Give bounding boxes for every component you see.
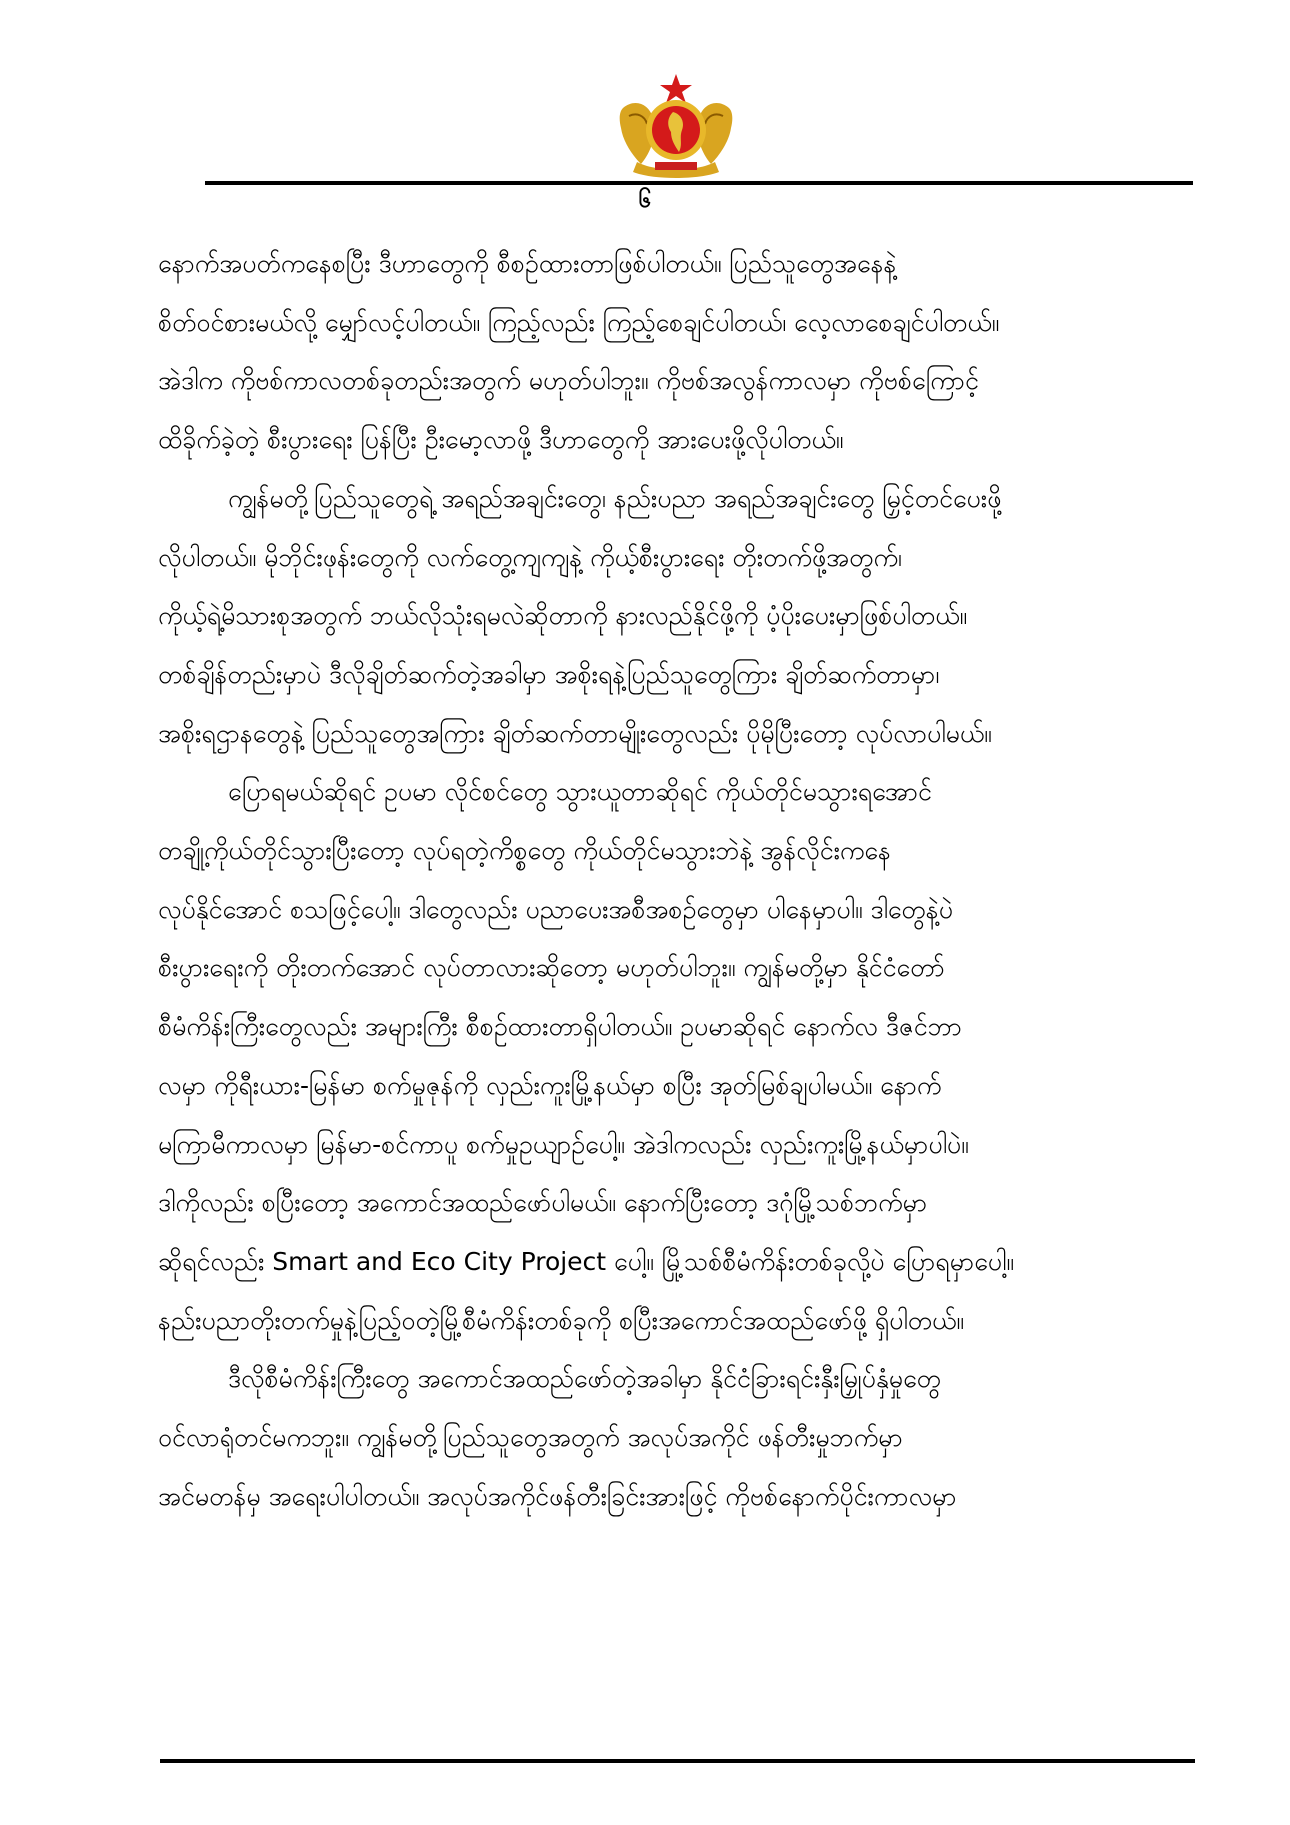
document-body xyxy=(158,235,1193,1526)
paragraph-1 xyxy=(158,235,1193,470)
paragraph-2 xyxy=(158,470,1193,764)
text-line: လိုပါတယ်။ မိုဘိုင်းဖုန်းတွေကို လက်တွေ့ကျကျနဲ့ ကိုယ့်စီးပွားရေး တိုးတက်ဖို့အတွက်၊ xyxy=(158,542,902,572)
text-line: အစိုးရဌာနတွေနဲ့ ပြည်သူတွေအကြား ချိတ်ဆက်တာမျိုးတွေလည်း ပိုမိုပြီးတော့ လုပ်လာပါမယ်။ xyxy=(158,718,992,748)
text-line: နည်းပညာတိုးတက်မှုနဲ့ပြည့်ဝတဲ့မြို့စီမံကိန်းတစ်ခုကို စပြီးအကောင်အထည်ဖော်ဖို့ ရှိပါတယ်။ xyxy=(158,1305,964,1335)
text-line: ကိုယ့်ရဲ့မိသားစုအတွက် ဘယ်လိုသုံးရမလဲဆိုတာကို နားလည်နိုင်ဖို့ကို ပံ့ပိုးပေးမှာဖြစ်ပါတယ်။ xyxy=(158,601,968,631)
text-line: လမှာ ကိုရီးယား-မြန်မာ စက်မှုဇုန်ကို လှည်းကူးမြို့နယ်မှာ စပြီး အုတ်မြစ်ချပါမယ်။ နောက် xyxy=(158,1070,942,1100)
text-line: ဝင်လာရုံတင်မကဘူး။ ကျွန်မတို့ပြည်သူတွေအတွက် အလုပ်အကိုင် ဖန်တီးမှုဘက်မှာ xyxy=(158,1423,903,1453)
text-line: ကျွန်မတို့ပြည်သူတွေရဲ့ အရည်အချင်းတွေ၊ နည်းပညာ အရည်အချင်းတွေ မြှင့်တင်ပေးဖို့ xyxy=(228,483,1002,513)
text-line: ထိခိုက်ခဲ့တဲ့ စီးပွားရေး ပြန်ပြီး ဦးမော့လာဖို့ ဒီဟာတွေကို အားပေးဖို့လိုပါတယ်။ xyxy=(158,425,844,455)
text-line: ဒါကိုလည်း စပြီးတော့ အကောင်အထည်ဖော်ပါမယ်။ နောက်ပြီးတော့ ဒဂုံမြို့သစ်ဘက်မှာ xyxy=(158,1188,928,1218)
state-emblem-icon xyxy=(615,72,737,180)
paragraph-3 xyxy=(158,763,1193,1350)
text-line: ဒီလိုစီမံကိန်းကြီးတွေ အကောင်အထည်ဖော်တဲ့အခါမှာ နိုင်ငံခြားရင်းနှီးမြှုပ်နှံမှုတွေ xyxy=(228,1364,941,1394)
text-line: လုပ်နိုင်အောင် စသဖြင့်ပေါ့။ ဒါတွေလည်း ပညာပေးအစီအစဉ်တွေမှာ ပါနေမှာပါ။ ဒါတွေနဲ့ပဲ xyxy=(158,894,953,924)
text-line: မကြာမီကာလမှာ မြန်မာ-စင်ကာပူ စက်မှုဥယျာဉ်ပေါ့။ အဲဒါကလည်း လှည်းကူးမြို့နယ်မှာပါပဲ။ xyxy=(158,1129,969,1159)
footer-divider xyxy=(160,1759,1195,1763)
text-line: စီမံကိန်းကြီးတွေလည်း အများကြီး စီစဉ်ထားတာရှိပါတယ်။ ဥပမာဆိုရင် နောက်လ ဒီဇင်ဘာ xyxy=(158,1012,962,1042)
text-line: စီးပွားရေးကို တိုးတက်အောင် လုပ်တာလားဆိုတော့ မဟုတ်ပါဘူး။ ကျွန်မတို့မှာ နိုင်ငံတော် xyxy=(158,953,945,983)
text-line: အဲဒါက ကိုဗစ်ကာလတစ်ခုတည်းအတွက် မဟုတ်ပါဘူး။ ကိုဗစ်အလွန်ကာလမှာ ကိုဗစ်ကြောင့် xyxy=(158,366,979,396)
page-number: ၆ xyxy=(638,188,652,213)
text-line: တစ်ချိန်တည်းမှာပဲ ဒီလိုချိတ်ဆက်တဲ့အခါမှာ အစိုးရနဲ့ပြည်သူတွေကြား ချိတ်ဆက်တာမှာ၊ xyxy=(158,659,940,689)
text-line: အင်မတန်မှ အရေးပါပါတယ်။ အလုပ်အကိုင်ဖန်တီးခြင်းအားဖြင့် ကိုဗစ်နောက်ပိုင်းကာလမှာ xyxy=(158,1481,957,1511)
text-line: စိတ်ဝင်စားမယ်လို့ မျှော်လင့်ပါတယ်။ ကြည့်လည်း ကြည့်စေချင်ပါတယ်၊ လေ့လာစေချင်ပါတယ်။ xyxy=(158,307,1000,337)
header-divider xyxy=(205,181,1193,185)
paragraph-4 xyxy=(158,1350,1193,1526)
text-line: နောက်အပတ်ကနေစပြီး ဒီဟာတွေကို စီစဉ်ထားတာဖြစ်ပါတယ်။ ပြည်သူတွေအနေနဲ့ xyxy=(158,249,897,278)
text-line: တချို့ကိုယ်တိုင်သွားပြီးတော့ လုပ်ရတဲ့ကိစ္စတွေ ကိုယ်တိုင်မသွားဘဲနဲ့ အွန်လိုင်းကနေ xyxy=(158,836,891,866)
text-line: ဆိုရင်လည်း Smart and Eco City Project ပေါ့။ မြို့သစ်စီမံကိန်းတစ်ခုလို့ပဲ ပြောရမှာပေါ့။ xyxy=(158,1246,1014,1276)
text-line: ပြောရမယ်ဆိုရင် ဥပမာ လိုင်စင်တွေ သွားယူတာဆိုရင် ကိုယ်တိုင်မသွားရအောင် xyxy=(228,777,932,807)
